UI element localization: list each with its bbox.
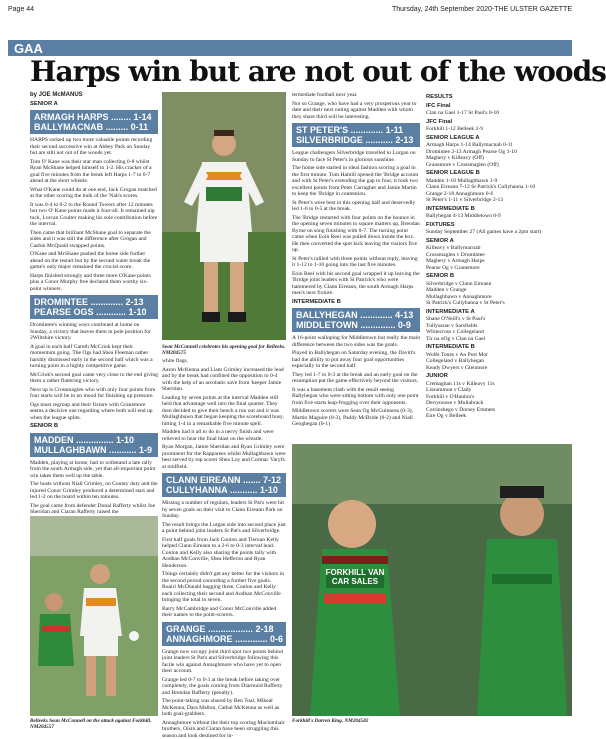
article-paragraph: The hosts without Niall Grimley, on County duty and the injured Conor Grimley produced a determined start and led 1-2 on the board within ten minutes. [30,481,158,501]
listing-line: Mullaghbawn v Annaghmore [426,294,572,301]
listing-line: St Patrick's Cullyhanna v St Peter's [426,300,572,307]
article-paragraph: Harps finished strongly and three more O'Kane points plus a Conor Murphy free declared them worthy six-point winners. [30,273,158,293]
article-paragraph: Tom O' Kane was their star man collecting 0-8 whilst Ryan McShane helped himself to 1-2. His cracker of a goal five minutes from the break left Harps 1-7 to 0-7 ahead at the short whistle. [30,159,158,185]
article-paragraph: HARPS racked up two more valuable points recording their second successive win at Abbey Park on Sunday but are still not out of the woods yet. [30,137,158,157]
score-line: DROMINTEE ............. 2-13 [34,297,154,307]
dateline: Thursday, 24th September 2020-THE ULSTER GAZETTE [392,6,572,13]
listing-line: Killeavy v Ballymacnab [426,245,572,252]
article-paragraph: The point-taking was shared by Ben Toal, Mikeal McKenna, Dara Mallon, Cathal McKenna as well as both goal-grabbers. [162,698,286,718]
article-paragraph: Ryan Morgan, Jamie Sheridan and Ryan Grimley were prominent for the Rapparees whilst Mullaghbawn were best served by top scorer Shea Loy and Cormac Varyfs at midfield. [162,444,286,470]
article-paragraph: What O'Kane could do at one end, Jack Grogan matched at the other scoring the bulk of the 'Nab's scores. [30,187,158,200]
article-paragraph: Things certainly didn't get any better for the visitors in the second period conceding a further five goals. Ruairi McDonald bagging three, Conlon and Kelly each collecting their second and Aodhan McConville bringing the total to seven. [162,571,286,604]
article-paragraph: Eoin Reel with his second goal wrapped it up leaving the 'Bridge joint leaders with St Patrick's who were hammered by Clann Eireann, the south Armagh Harps men's next fixture. [292,271,420,297]
listing-line: Clan na Gael 1-17 St Paul's 0-10 [426,110,572,117]
score-box [162,473,286,497]
article-paragraph: They led 1-7 to 0-3 at the break and an early goal on the resumption put the game effectively beyond the visitors. [292,372,420,385]
article-paragraph: It was 0-4 to 0-2 to the Round Towers after 12 minutes but two O' Kane points made it four-all. It remained nip tuck, Lorcan Coulter making his sole contribution before the interval. [30,202,158,228]
article-paragraph: McCriok's second goal came very close to the end giving them a rather flattering victory. [30,372,158,385]
division-label: INTERMEDIATE B [292,299,420,306]
byline: by JOE McMANUS [30,92,158,99]
article-paragraph: The result brings the Lurgan side into second place just a point behind joint leaders St Pat's and Silverbridge. [162,522,286,535]
article-paragraph: O'Kane and McShane pushed the home side further ahead on the restart but by the second water break the game's only major remained the crucial score. [30,251,158,271]
listing-line: Forkhill 1-12 Belleek 2-9 [426,126,572,133]
listing-line: Madden 1-10 Mullaghbawn 1-9 [426,178,572,185]
listing-line: St Peter's 1-11 v Silverbridge 2-13 [426,197,572,204]
listing-line: Tullysaran v Sarsfields [426,323,572,330]
article-paragraph: The 'Bridge restarted with four points on the bounce in the opening seven minutes to square matters up, Brendan Byrne on song finishing with 0-7. The turning point came when Eoin Reel was pulled down inside the box. He then converted the spot kick leaving the visitors five up. [292,215,420,254]
player-attack-image [30,516,158,716]
listing-heading: JUNIOR [426,373,572,380]
listing-line: Wolfe Tones v An Port Mor [426,352,572,359]
listing-line: Sunday September 27 (All games have a 2pm start) [426,229,572,236]
article-paragraph: It was a basement clash with the result seeing Ballyhegan who were sitting bottom with only one point from five starts leap-frogging over their opponents. [292,387,420,407]
article-paragraph: The goal came from defender Donal Rafferty whilst Joe Sheridan and Ciaran Rafferty raised the [30,503,158,516]
article-paragraph: Middletown scorers were Sean Og McGuinness (0-3), Martin Maguire (0-3), Paddy McBride (0-2) and Niall Geoghegan (0-1) [292,408,420,428]
score-line: ANNAGHMORE ............. 0-6 [166,634,282,644]
section-banner [8,40,572,56]
listing-line: Maghery v Killeavy (Off) [426,155,572,162]
listing-heading: RESULTS [426,94,572,101]
listing-line: Maghery v Armagh Harps [426,258,572,265]
listing-line: Collegeland v Ballyhegan [426,358,572,365]
article-paragraph: Madden, playing at home, had to withstand a late rally from the south Armagh side, yet that all-important point win takes them well up the table. [30,460,158,480]
article-paragraph: Annaghmore without the their top scoring Maclomhair brothers, Oisin and Ciaran have been struggling this season and look destined for in- [162,720,286,739]
article-paragraph: Grange now occupy joint third spot two points behind joint leaders St Pat's and Silverbridge following this facile win against Annaghmore who have yet to open their account. [162,649,286,675]
listing-heading: SENIOR LEAGUE A [426,135,572,142]
listing-heading: INTERMEDIATE B [426,206,572,213]
listing-line: Whitecross v Collegeland [426,329,572,336]
article-paragraph: A 16-point walloping for Middletown but really the main difference between the two sides was the goals. [292,335,420,348]
article-paragraph: Missing a number of regulars, leaders St Pat's were hit by seven goals on their visit to Clann Eireann Park on Sunday. [162,500,286,520]
article-paragraph: white flags. [162,358,286,365]
article-paragraph: Then came that brilliant McShane goal to separate the sides and it was still the difference after Grogan and Cashin McQuaid swapped points. [30,230,158,250]
listing-line: Tir na nOg v Clan na Gael [426,336,572,343]
article-paragraph: Ogs must regroup and their fixture with Granemore seems a decisive one regarding where both will end up when the league splits. [30,402,158,422]
section-name: GAA [14,41,43,56]
article-paragraph: Dromintee's winning ways continued at home on Sunday, a victory that leaves them in pole position for 2Wiltshire victory. [30,322,158,342]
article-paragraph: Barry McCambridge and Conor McConville added their names to the point-scorers. [162,606,286,619]
score-line: PEARSE OGS ............ 1-10 [34,307,154,317]
score-line: ARMAGH HARPS ........ 1-14 [34,112,154,122]
listing-line: Derrynoose v Mullabrack [426,400,572,407]
listing-heading: FIXTURES [426,222,572,229]
score-line: ST PETER'S ............. 1-11 [296,125,416,135]
article-paragraph: Aaron McKenna and Liam Grimley increased the lead and by the break had confined the opposition to 0-4 with the help of an acrobatic save from 'keeper Jamie Sheridan. [162,367,286,393]
article-paragraph: A goal in each half Gareth McCriok kept their momentum going. The Ogs had Shea Fleeman rather harshly dismissed early in the second half which was a turning point in a highly competitive game. [30,344,158,370]
article-paragraph: St Peter's were best in this opening half and deservedly led 1-6 to 0-5 at the break. [292,200,420,213]
listing-line: Dromintee 2-13 Armagh Pearse Og 1-10 [426,149,572,156]
listing-heading: IFC Final [426,103,572,110]
bottom-left-photo [30,516,158,716]
headline: Harps win but are not out of the woods [30,56,570,88]
main-photo [162,92,286,340]
listing-heading: INTERMEDIATE A [426,309,572,316]
listing-line: Armagh Harps 1-14 Ballymacnab 0-11 [426,142,572,149]
listing-heading: SENIOR LEAGUE B [426,170,572,177]
article-paragraph: Grange led 0-7 to 0-3 at the break before taking over completely, the goals coming from Diarmuid Rafferty and Brendan Rafferty (penalty). [162,677,286,697]
listing-line: Lissummon v Clady [426,387,572,394]
article-paragraph: Next up is Crossmaglen who with only four points from four starts will be in no mood for finishing up pressure. [30,387,158,400]
page-header [8,4,572,14]
listing-line: Forkhill v O'Hanlon's [426,394,572,401]
listing-line: Madden v Grange [426,287,572,294]
listing-line: Shane O'Neill's v St Paul's [426,316,572,323]
listing-line: Silverbridge v Clann Eireann [426,281,572,288]
celebrating-player-image [162,92,286,340]
listing-line: Eire Og v Belleek [426,413,572,420]
article-paragraph: Leading by seven points at the interval Madden still held that advantage well into the final quarter. They then decided to give their bench a run out and it was Mullaghbawn that began keeping the scoreboard busy, hitting 1-4 in a remarkable five minute spell. [162,395,286,428]
listing-line: Grange 2-18 Annaghmore 0-6 [426,191,572,198]
listing-heading: JFC Final [426,119,572,126]
score-line: CLANN EIREANN ....... 7-12 [166,475,282,485]
article-paragraph: Madden had it all to do in a nervy finish and were relieved to hear the final blast on the whistle. [162,429,286,442]
listing-line: Ballyhegan 4-13 Middletown 0-9 [426,213,572,220]
listing-line: Cremaghan 11s v Killeavy 11s [426,381,572,388]
listing-line: Keady Dwyers v Glenmore [426,365,572,372]
column-2 [162,358,286,730]
score-line: GRANGE .................. 2-18 [166,624,282,634]
jersey-sponsor-text: FORKHILL VAN CAR SALES [320,568,390,586]
listing-heading: INTERMEDIATE B [426,344,572,351]
score-box [30,110,158,134]
score-box [162,622,286,646]
article-paragraph: termediate football next year. [292,92,420,99]
article-paragraph: Not so Grange, who have had a very prosperous year to date and their next outing against Madden with whom they share third will be interesting. [292,101,420,121]
results-fixtures-column [426,92,572,440]
score-line: CULLYHANNA ........... 1-10 [166,485,282,495]
bottom-left-caption: Belleeks Sean McConnell on the attack against Forkhill. NM204557 [30,718,158,730]
bottom-right-photo [292,444,572,716]
score-line: SILVERBRIDGE ........... 2-13 [296,135,416,145]
score-box [292,123,420,147]
main-photo-caption: Sean McConnell celebrates his opening goal for Belleeks. NM204575 [162,344,286,356]
listing-line: Pearse Og v Granemore [426,265,572,272]
listing-line: Clann Eireann 7-12 St Patrick's Cullyhanna 1-10 [426,184,572,191]
score-line: MIDDLETOWN .............. 0-9 [296,320,416,330]
score-line: BALLYMACNAB ......... 0-11 [34,122,154,132]
listing-line: Crossmaglen v Dromintee [426,252,572,259]
listing-heading: SENIOR B [426,273,572,280]
article-paragraph: First half goals from Jack Conlon and Tiernan Kelly helped Clann Eireann to a 2-6 to 0-3 interval lead. Conlon and Kelly also sharing the points tally with Aodhan McConville, Shea Hefferon and Ryan Henderson. [162,537,286,570]
listing-line: Corrinshego v Dorsey Emmets [426,407,572,414]
column-1 [30,92,158,512]
score-box [30,433,158,457]
score-line: MADDEN ............... 1-10 [34,435,154,445]
column-3 [292,92,420,440]
listing-line: Granemore v Crossmaglen (Off) [426,162,572,169]
page-number: Page 44 [8,6,34,13]
article-paragraph: League challengers Silverbridge travelled to Lurgan on Sunday to face St Peter's in glorious sunshine. [292,150,420,163]
article-paragraph: The home side started in ideal fashion scoring a goal in the first minute. Tom Hamill opened the 'Bridge account and with St Peter's extending the gap to four, it took two excellent points from Peter Carragher and Jamie Martin to keep the 'Bridge in contention. [292,165,420,198]
article-paragraph: St Peter's rallied with three points without reply, leaving it 1-12 to 1-10 going into the last five minutes. [292,256,420,269]
division-label: SENIOR A [30,101,158,108]
division-label: SENIOR B [30,423,158,430]
bottom-right-caption: Forkhill's Darren King. NM204582 [292,718,492,724]
listing-heading: SENIOR A [426,238,572,245]
score-line: MULLAGHBAWN ........... 1-9 [34,445,154,455]
article-paragraph: Played in Ballyhegan on Saturday evening, the Davitt's had the ability to put away four goal opportunities especially in the second half. [292,350,420,370]
score-line: BALLYHEGAN ............. 4-13 [296,310,416,320]
score-box [30,295,158,319]
score-box [292,308,420,332]
